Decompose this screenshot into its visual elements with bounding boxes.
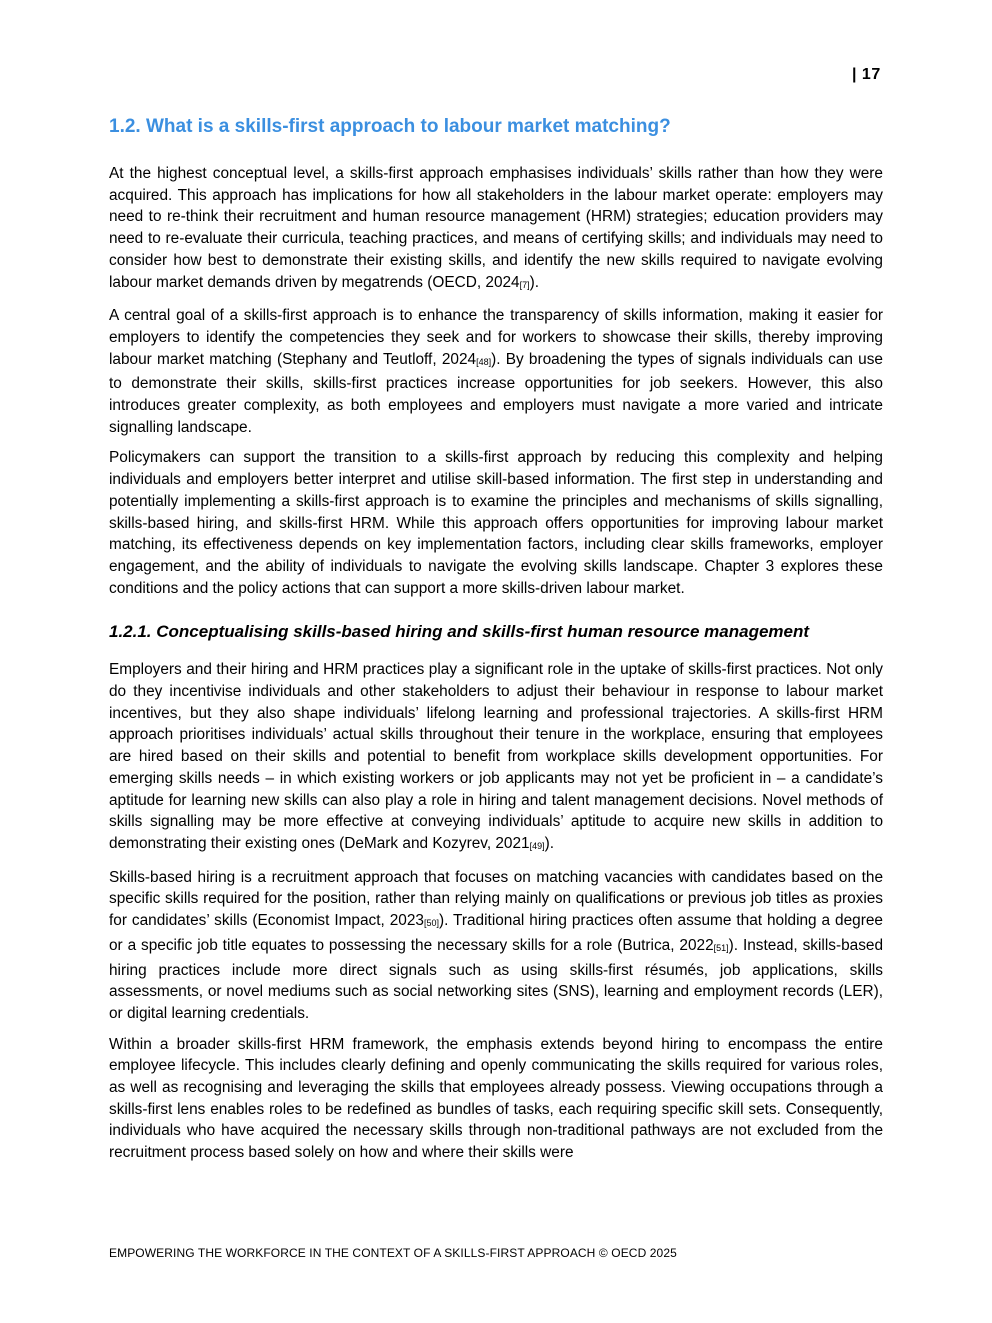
paragraph-text: A central goal of a skills-first approach is to enhance the transparency of skills information, making it easier for employers to identify the competencies they seek and for workers to showcase their skills, thereby improving labour market matching (Stephany and Teutloff, 2024: [109, 307, 883, 368]
paragraph-text: Policymakers can support the transition to a skills-first approach by reducing this complexity and helping individuals and employers better interpret and utilise skill-based information. The first step in understanding and potentially implementing a skills-first approach is to examine the principles and mechanisms of skills signalling, skills-based hiring, and skills-first HRM. While this approach offers opportunities for improving labour market matching, its effectiveness depends on key implementation factors, including clear skills frameworks, employer engagement, and the ability of individuals to navigate the evolving skills landscape. Chapter 3 explores these conditions and the policy actions that can support a more skills-driven labour market.: [109, 449, 883, 597]
paragraph-text: At the highest conceptual level, a skills-first approach emphasises individuals’ skills rather than how they were acquired. This approach has implications for how all stakeholders in the labour market operate: employers may need to re-think their recruitment and human resource management (HRM) strategies; education providers may need to re-evaluate their curricula, teaching practices, and means of certifying skills; and individuals may need to consider how best to demonstrate their existing skills, and identify the new skills required to navigate evolving labour market demands driven by megatrends (OECD, 2024: [109, 165, 883, 291]
paragraph-text: ).: [544, 834, 555, 852]
paragraph-policymakers: [109, 447, 883, 599]
reference-link[interactable]: [7]: [519, 279, 530, 290]
reference-link[interactable]: [50]: [423, 918, 439, 929]
reference-link[interactable]: [49]: [529, 840, 545, 851]
paragraph-transparency-goal: [109, 305, 883, 438]
paragraph-text: ). By broadening the types of signals individuals can use to demonstrate their skills, skills-first practices increase opportunities for job seekers. However, this also introduces greater complexity, as both employees and employers must navigate a more varied and intricate signalling landscape.: [109, 350, 883, 436]
paragraph-text: Employers and their hiring and HRM practices play a significant role in the uptake of skills-first practices. Not only do they incentivise individuals and other stakeholders to adjust their behaviour in response to labour market incentives, but they also shape individuals’ lifelong learning and professional trajectories. A skills-first HRM approach prioritises individuals’ actual skills throughout their tenure in the workplace, ensuring that employees are hired based on their skills and potential to benefit from workplace skills development opportunities. For emerging skills needs – in which existing workers or job applicants may not yet be proficient in – a candidate’s aptitude for learning new skills can also play a role in hiring and talent management decisions. Novel methods of skills signalling may be more effective at conveying individuals’ aptitude to acquire new skills in addition to demonstrating their existing ones (DeMark and Kozyrev, 2021: [109, 661, 883, 852]
paragraph-hrm-framework: [109, 1034, 883, 1164]
paragraph-text: ).: [529, 273, 540, 291]
paragraph-skills-first-definition: [109, 163, 883, 296]
page-footer: EMPOWERING THE WORKFORCE IN THE CONTEXT OF A SKILLS-FIRST APPROACH © OECD 2025: [109, 1246, 677, 1260]
paragraph-text: ). Instead, skills-based hiring practices include more direct signals such as using skills-first résumés, job applications, skills assessments, or novel mediums such as social networking sites (SNS), learning and employment records (LER), or digital learning credentials.: [109, 936, 884, 1022]
reference-link[interactable]: [51]: [713, 942, 729, 953]
paragraph-text: Skills-based hiring is a recruitment approach that focuses on matching vacancies with candidates based on the specific skills required for the position, rather than relying mainly on qualifications or previous job titles as proxies for candidates’ skills (Economist Impact, 2023: [109, 868, 883, 930]
page-content: [109, 113, 883, 1173]
paragraph-text: Within a broader skills-first HRM framework, the emphasis extends beyond hiring to encompass the entire employee lifecycle. This includes clearly defining and openly communicating the skills required for various roles, as well as recognising and leveraging the skills that employees already possess. Viewing occupations through a skills-first lens enables roles to be redefined as bundles of tasks, each requiring specific skill sets. Consequently, individuals who have acquired the necessary skills through non-traditional pathways are not excluded from the recruitment process based solely on how and where their skills were: [109, 1035, 883, 1162]
page-number: | 17: [852, 66, 881, 83]
section-heading: 1.2. What is a skills-first approach to labour market matching?: [109, 116, 671, 137]
paragraph-text: ). Traditional hiring practices often assume that holding a degree or a specific job title equates to possessing the necessary skills for a role (Butrica, 2022: [109, 912, 883, 954]
reference-link[interactable]: [48]: [476, 356, 492, 367]
paragraph-skills-based-hiring: [109, 867, 883, 1025]
subsection-heading: 1.2.1. Conceptualising skills-based hiring and skills-first human resource management: [109, 622, 810, 642]
paragraph-employers-role: [109, 659, 883, 857]
